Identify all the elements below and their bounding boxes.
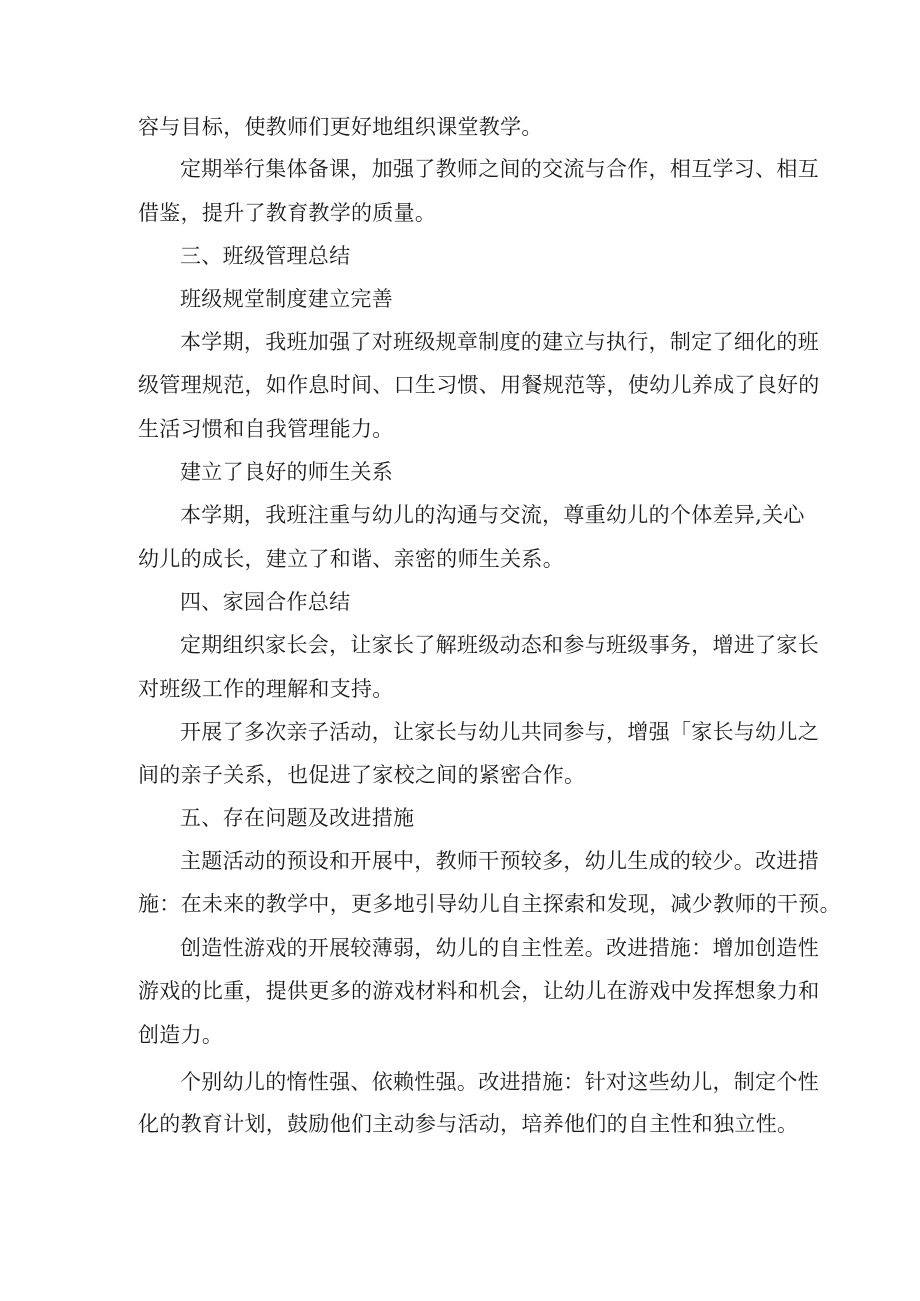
text-line: 级管理规范，如作息时间、口生习惯、用餐规范等，使幼儿养成了良好的 — [138, 373, 820, 397]
paragraph-start: 主题活动的预设和开展中，教师干预较多，幼儿生成的较少。改进措 — [180, 849, 819, 873]
text-line: 容与目标，使教师们更好地组织课堂教学。 — [138, 115, 543, 139]
section-heading-4: 四、家园合作总结 — [180, 590, 351, 614]
text-line: 借鉴，提升了教育教学的质量。 — [138, 201, 437, 225]
paragraph-start: 创造性游戏的开展较薄弱，幼儿的自主性差。改进措施：增加创造性 — [180, 936, 819, 960]
paragraph-start: 定期举行集体备课，加强了教师之间的交流与合作，相互学习、相互 — [180, 157, 819, 181]
text-line: 游戏的比重，提供更多的游戏材料和机会，让幼儿在游戏中发挥想象力和 — [138, 979, 820, 1003]
text-line: 间的亲子关系，也促进了家校之间的紧密合作。 — [138, 763, 586, 787]
paragraph-start: 开展了多次亲子活动，让家长与幼儿共同参与，增强「家长与幼儿之 — [180, 720, 819, 744]
subheading: 建立了良好的师生关系 — [180, 460, 393, 484]
subheading: 班级规堂制度建立完善 — [180, 287, 393, 311]
text-line: 对班级工作的理解和支持。 — [138, 677, 394, 701]
paragraph-start: 个别幼儿的惰性强、依赖性强。改进措施：针对这些幼儿，制定个性 — [180, 1070, 819, 1094]
text-line: 化的教育计划，鼓励他们主动参与活动，培养他们的自主性和独立性。 — [138, 1112, 799, 1136]
section-heading-3: 三、班级管理总结 — [180, 244, 351, 268]
section-heading-5: 五、存在问题及改进措施 — [180, 806, 415, 830]
paragraph-start: 定期组织家长会，让家长了解班级动态和参与班级事务，增进了家长 — [180, 633, 819, 657]
text-line: 创造力。 — [138, 1023, 224, 1047]
text-line: 生活习惯和自我管理能力。 — [138, 417, 394, 441]
text-line: 施：在未来的教学中，更多地引导幼儿自主探索和发现，减少教师的干预。 — [138, 892, 841, 916]
paragraph-start: 本学期，我班注重与幼儿的沟通与交流，尊重幼儿的个体差异,关心 — [180, 503, 805, 527]
text-line: 幼儿的成长，建立了和谐、亲密的师生关系。 — [138, 547, 564, 571]
paragraph-start: 本学期，我班加强了对班级规章制度的建立与执行，制定了细化的班 — [180, 330, 819, 354]
